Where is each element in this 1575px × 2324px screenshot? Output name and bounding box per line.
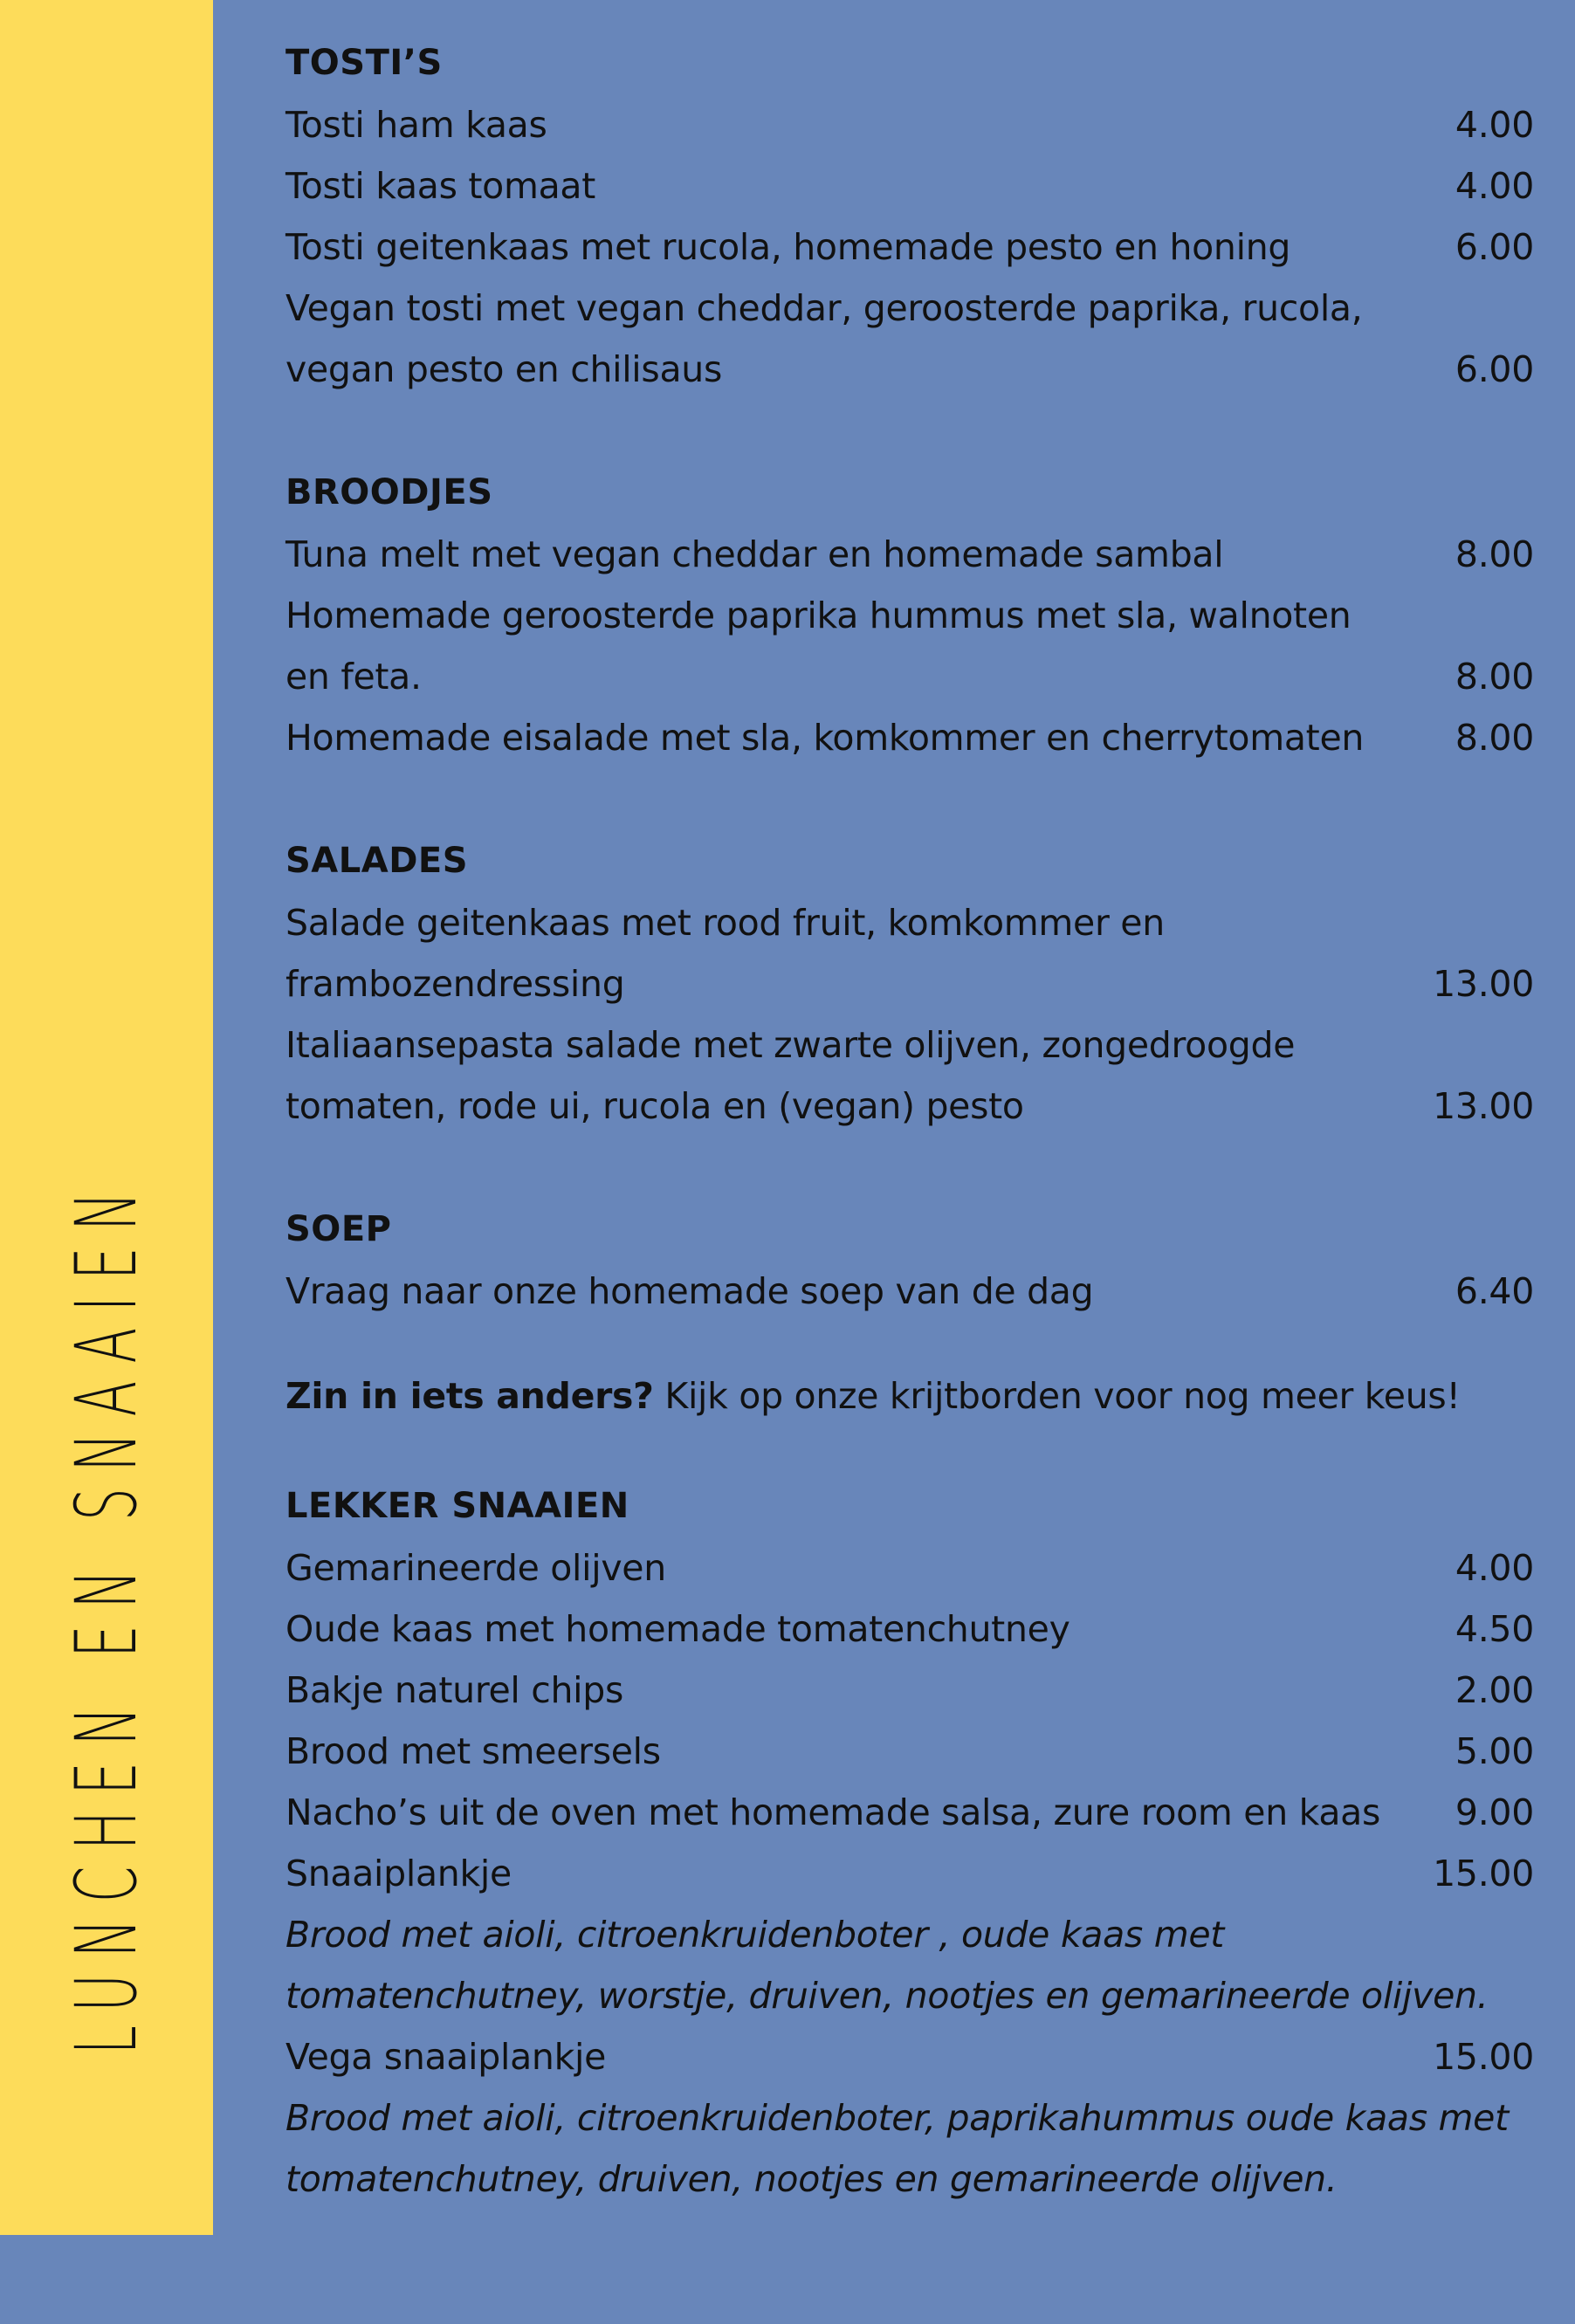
- item-name: Homemade eisalade met sla, komkommer en cherrytomaten: [285, 717, 1365, 759]
- menu-item: [285, 1721, 1534, 1782]
- item-price: 13.00: [1433, 963, 1534, 1005]
- item-price: 15.00: [1433, 1853, 1534, 1894]
- item-name: Tosti ham kaas: [285, 104, 547, 146]
- item-name: Tuna melt met vegan cheddar en homemade sambal: [285, 533, 1224, 575]
- menu-item: [285, 278, 1534, 400]
- item-name: Tosti kaas tomaat: [285, 165, 596, 207]
- item-price: 8.00: [1455, 717, 1534, 759]
- menu-item: [285, 707, 1534, 768]
- item-price: 4.00: [1455, 165, 1534, 207]
- item-name: Tosti geitenkaas met rucola, homemade pesto en honing: [285, 226, 1291, 268]
- item-name: Bakje naturel chips: [285, 1669, 624, 1711]
- item-price: 8.00: [1455, 656, 1534, 698]
- chalkboard-note: [285, 1365, 1534, 1427]
- item-price: 6.00: [1455, 226, 1534, 268]
- section-salades: [285, 829, 1534, 1137]
- menu-item: [285, 524, 1534, 585]
- note-text: Kijk op onze krijtborden voor nog meer keus!: [653, 1375, 1461, 1417]
- item-price: 5.00: [1455, 1730, 1534, 1772]
- note-bold: Zin in iets anders?: [285, 1375, 654, 1417]
- item-price: 4.00: [1455, 1547, 1534, 1589]
- item-name: Vega snaaiplankje: [285, 2036, 607, 2078]
- item-description: Brood met aioli, citroenkruidenboter , oude kaas met tomatenchutney, worstje, druiven, nootjes en gemarineerde olijven.: [285, 1914, 1489, 2017]
- section-heading: TOSTI’S: [285, 43, 443, 83]
- item-description: Brood met aioli, citroenkruidenboter, paprikahummus oude kaas met tomatenchutney, druiven, nootjes en gemarineerde olijven.: [285, 2097, 1509, 2200]
- section-heading: BROODJES: [285, 472, 493, 512]
- menu-item: [285, 1599, 1534, 1660]
- section-broodjes: [285, 461, 1534, 768]
- item-name: Homemade geroosterde paprika hummus met sla, walnoten en feta.: [285, 595, 1351, 698]
- side-title: [58, 906, 155, 2324]
- item-price: 13.00: [1433, 1085, 1534, 1127]
- item-price: 6.00: [1455, 348, 1534, 390]
- menu-item: [285, 2026, 1534, 2087]
- menu-item: [285, 155, 1534, 217]
- item-name: Nacho’s uit de oven met homemade salsa, zure room en kaas: [285, 1791, 1381, 1833]
- menu-item: [285, 1843, 1534, 1904]
- item-price: 2.00: [1455, 1669, 1534, 1711]
- menu-item: [285, 94, 1534, 155]
- section-heading: SALADES: [285, 841, 469, 881]
- item-price: 9.00: [1455, 1791, 1534, 1833]
- menu-item: [285, 585, 1534, 707]
- sidebar: [0, 0, 213, 2235]
- section-heading: SOEP: [285, 1209, 392, 1249]
- item-price: 4.50: [1455, 1608, 1534, 1650]
- item-name: Brood met smeersels: [285, 1730, 661, 1772]
- item-name: Vraag naar onze homemade soep van de dag: [285, 1270, 1094, 1312]
- item-price: 6.40: [1455, 1270, 1534, 1312]
- side-title-text: LUNCHEN EN SNAAIEN: [58, 1175, 155, 2055]
- item-name: Gemarineerde olijven: [285, 1547, 666, 1589]
- item-name: Italiaansepasta salade met zwarte olijven, zongedroogde tomaten, rode ui, rucola en (vegan) pesto: [285, 1024, 1296, 1127]
- menu-item: [285, 1261, 1534, 1322]
- menu-content: [285, 31, 1534, 2271]
- section-soep: [285, 1198, 1534, 1322]
- item-name: Salade geitenkaas met rood fruit, komkommer en frambozendressing: [285, 902, 1165, 1005]
- item-price: 4.00: [1455, 104, 1534, 146]
- section-tostis: [285, 31, 1534, 400]
- item-name: Oude kaas met homemade tomatenchutney: [285, 1608, 1070, 1650]
- item-name: Vegan tosti met vegan cheddar, geroosterde paprika, rucola, vegan pesto en chilisaus: [285, 287, 1363, 390]
- item-price: 15.00: [1433, 2036, 1534, 2078]
- menu-item: [285, 1537, 1534, 1599]
- menu-item: [285, 892, 1534, 1014]
- item-name: Snaaiplankje: [285, 1853, 512, 1894]
- menu-item: [285, 217, 1534, 278]
- menu-item: [285, 1014, 1534, 1137]
- item-price: 8.00: [1455, 533, 1534, 575]
- menu-item: [285, 1782, 1534, 1843]
- menu-item: [285, 1660, 1534, 1721]
- section-heading: LEKKER SNAAIEN: [285, 1486, 629, 1526]
- section-snaaien: [285, 1475, 1534, 2210]
